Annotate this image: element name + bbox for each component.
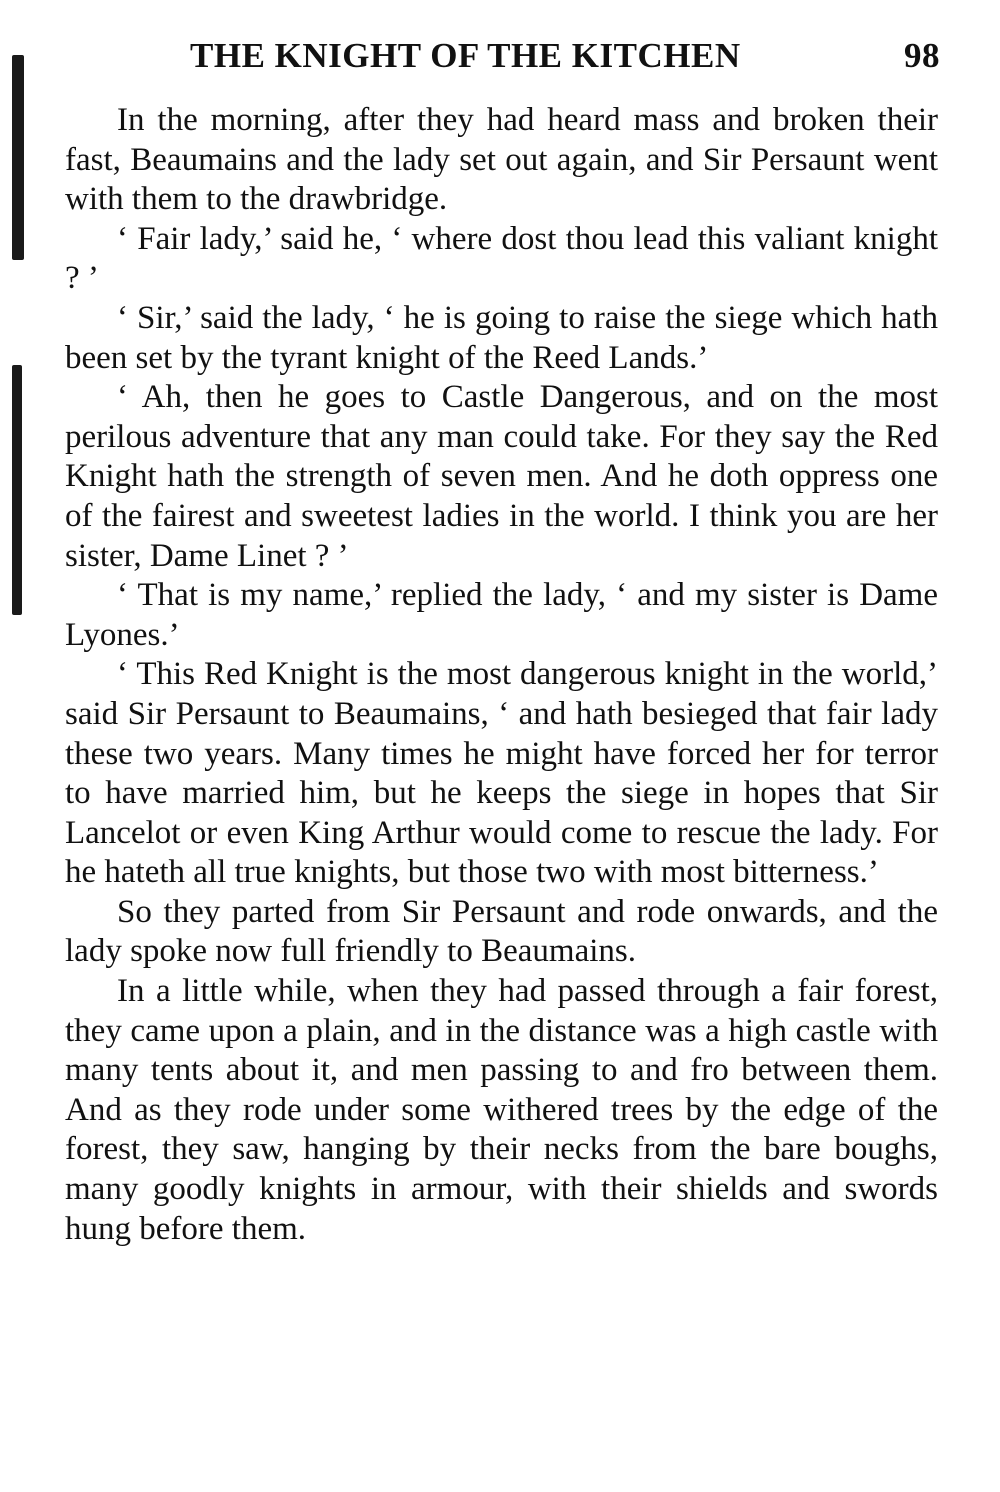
- paragraph: ‘ Ah, then he goes to Castle Dangerous, and on the most perilous adventure that any man could take. For they say the Red Knight hath the strength of seven men. And he doth oppress one of the fairest and sweetest ladies in the world. I think you are her sister, Dame Linet ? ’: [65, 379, 938, 574]
- running-title: THE KNIGHT OF THE KITCHEN: [190, 36, 741, 75]
- binding-shadow-mark: [12, 365, 22, 615]
- paragraph: ‘ This Red Knight is the most dangerous knight in the world,’ said Sir Persaunt to Beaumains, ‘ and hath besieged that fair lady these two years. Many times he might have forced her for terror to have married him, but he keeps the siege in hopes that Sir Lancelot or even King Arthur would come to rescue the lady. For he hateth all true knights, but those two with most bitterness.’: [65, 656, 938, 891]
- page-number: 98: [904, 36, 940, 75]
- binding-shadow-mark: [12, 55, 24, 260]
- paragraph: ‘ Sir,’ said the lady, ‘ he is going to raise the siege which hath been set by the tyrant knight of the Reed Lands.’: [65, 299, 938, 376]
- paragraph: In the morning, after they had heard mass and broken their fast, Beaumains and the lady set out again, and Sir Persaunt went with them to the drawbridge.: [65, 102, 938, 218]
- paragraph: ‘ That is my name,’ replied the lady, ‘ and my sister is Dame Lyones.’: [65, 577, 938, 653]
- paragraph: In a little while, when they had passed through a fair forest, they came upon a plain, and in the distance was a high castle with many tents about it, and men passing to and fro between them. And as they rode under some withered trees by the edge of the forest, they saw, hanging by their necks from the bare boughs, many goodly knights in armour, with their shields and swords hung before them.: [65, 973, 938, 1247]
- paragraph: So they parted from Sir Persaunt and rode onwards, and the lady spoke now full friendly to Beaumains.: [65, 893, 938, 970]
- body-text: [65, 101, 938, 1249]
- paragraph: ‘ Fair lady,’ said he, ‘ where dost thou lead this valiant knight ? ’: [65, 220, 938, 297]
- running-head: [190, 36, 940, 86]
